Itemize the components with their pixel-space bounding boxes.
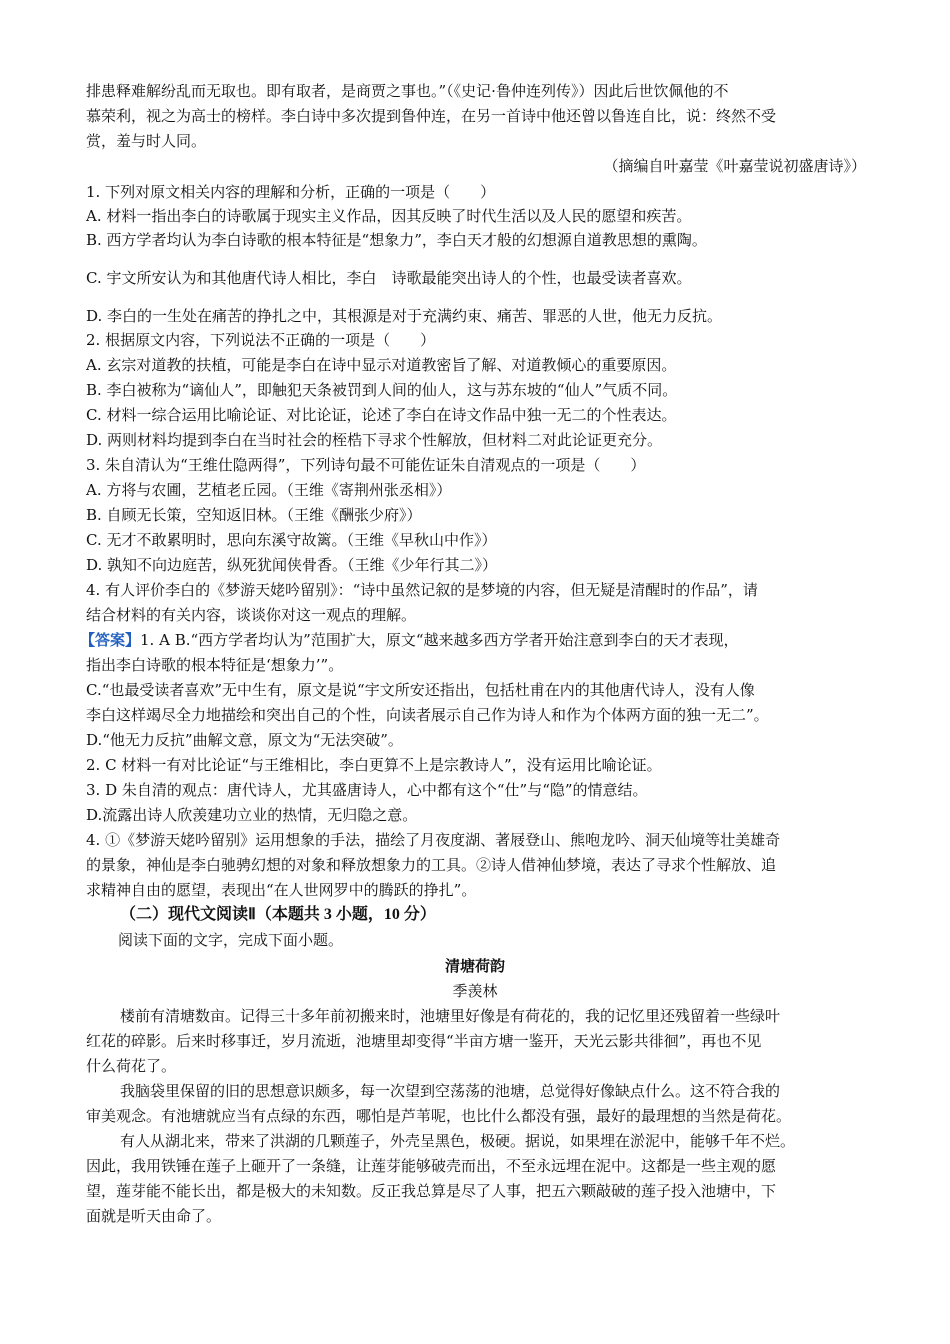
answer-line: 李白这样竭尽全力地描绘和突出自己的个性，向读者展示自己作为诗人和作为个体两方面的独一无二”。 — [86, 706, 769, 724]
question-1-option-a: A. 材料一指出李白的诗歌属于现实主义作品，因其反映了时代生活以及人民的愿望和疾苦。 — [86, 207, 692, 225]
passage-line: 赏，羞与时人同。 — [86, 132, 207, 150]
answer-line: 求精神自由的愿望，表现出“在人世网罗中的腾跃的挣扎”。 — [86, 881, 477, 899]
article-title: 清塘荷韵 — [444, 957, 505, 975]
question-3-option-c: C. 无才不敢累明时，思向东溪守故篱。（王维《早秋山中作》） — [86, 531, 497, 549]
article-line: 面就是听天由命了。 — [86, 1207, 222, 1225]
article-line: 我脑袋里保留的旧的思想意识颇多，每一次望到空荡荡的池塘，总觉得好像缺点什么。这不符合我的 — [120, 1082, 781, 1100]
question-4-line: 4. 有人评价李白的《梦游天姥吟留别》：“诗中虽然记叙的是梦境的内容，但无疑是清醒时的作品”，请 — [86, 581, 758, 599]
question-3-option-a: A. 方将与农圃，艺植老丘园。（王维《寄荆州张丞相》） — [86, 481, 452, 499]
question-3-option-d: D. 孰知不向边庭苦，纵死犹闻侠骨香。（王维《少年行其二》） — [86, 556, 498, 574]
question-2-stem: 2. 根据原文内容，下列说法不正确的一项是（ ） — [86, 331, 436, 349]
article-line: 有人从湖北来，带来了洪湖的几颗莲子，外壳呈黑色，极硬。据说，如果埋在淤泥中，能够千年不烂。 — [120, 1132, 796, 1150]
answer-line: C.“也最受读者喜欢”无中生有，原文是说“宇文所安还指出，包括杜甫在内的其他唐代诗人，没有人像 — [86, 681, 755, 699]
question-4-line: 结合材料的有关内容，谈谈你对这一观点的理解。 — [86, 606, 417, 624]
question-3-stem: 3. 朱自清认为“王维仕隐两得”，下列诗句最不可能佐证朱自清观点的一项是（ ） — [86, 456, 646, 474]
question-3-option-b: B. 自顾无长策，空知返旧林。（王维《酬张少府》） — [86, 506, 422, 524]
article-line: 审美观念。有池塘就应当有点绿的东西，哪怕是芦苇呢，也比什么都没有强，最好的最理想的当然是荷花。 — [86, 1107, 792, 1125]
answer-text: 1. A B.“西方学者均认为”范围扩大，原文“越来越多西方学者开始注意到李白的天才表现， — [140, 631, 739, 649]
article-line: 什么荷花了。 — [86, 1057, 177, 1075]
question-2-option-b: B. 李白被称为“谪仙人”，即触犯天条被罚到人间的仙人，这与苏东坡的“仙人”气质不同。 — [86, 381, 678, 399]
question-1-stem: 1. 下列对原文相关内容的理解和分析，正确的一项是（ ） — [86, 183, 496, 201]
passage-line: 排患释难解纷乱而无取也。即有取者，是商贾之事也。”（《史记·鲁仲连列传》）因此后世饮佩他的不 — [86, 82, 729, 100]
answer-line: D.流露出诗人欣羡建功立业的热情，无归隐之意。 — [86, 806, 418, 824]
question-1-option-d: D. 李白的一生处在痛苦的挣扎之中，其根源是对于充满约束、痛苦、罪恶的人世，他无力反抗。 — [86, 307, 723, 325]
answer-line: 2. C 材料一有对比论证“与王维相比，李白更算不上是宗教诗人”，没有运用比喻论证。 — [86, 756, 662, 774]
section-instruction: 阅读下面的文字，完成下面小题。 — [118, 931, 344, 949]
answer-line: 4. ①《梦游天姥吟留别》运用想象的手法，描绘了月夜度湖、著屐登山、熊咆龙吟、洞天仙境等壮美雄奇 — [86, 831, 781, 849]
question-2-option-c: C. 材料一综合运用比喻论证、对比论证，论述了李白在诗文作品中独一无二的个性表达。 — [86, 406, 677, 424]
article-line: 望，莲芽能不能长出，都是极大的未知数。反正我总算是尽了人事，把五六颗敲破的莲子投入池塘中，下 — [86, 1182, 777, 1200]
answer-line: D.“他无力反抗”曲解文意，原文为“无法突破”。 — [86, 731, 403, 749]
answer-tag: 【答案】 — [80, 631, 141, 649]
question-2-option-a: A. 玄宗对道教的扶植，可能是李白在诗中显示对道教密旨了解、对道教倾心的重要原因。 — [86, 356, 677, 374]
answer-line — [80, 629, 739, 651]
section-heading: （二）现代文阅读Ⅱ（本题共 3 小题，10 分） — [120, 906, 436, 923]
answer-line: 的景象，神仙是李白驰骋幻想的对象和释放想象力的工具。②诗人借神仙梦境，表达了寻求个性解放、追 — [86, 856, 777, 874]
answer-line: 3. D 朱自清的观点：唐代诗人，尤其盛唐诗人，心中都有这个“仕”与“隐”的情意结。 — [86, 781, 648, 799]
article-author: 季羡林 — [452, 982, 498, 1000]
source-note: （摘编自叶嘉莹《叶嘉莹说初盛唐诗》） — [603, 157, 866, 175]
question-1-option-c: C. 宇文所安认为和其他唐代诗人相比，李白 诗歌最能突出诗人的个性，也最受读者喜欢。 — [86, 269, 692, 287]
question-2-option-d: D. 两则材料均提到李白在当时社会的桎梏下寻求个性解放，但材料二对此论证更充分。 — [86, 431, 663, 449]
article-line: 因此，我用铁锤在莲子上砸开了一条缝，让莲芽能够破壳而出，不至永远埋在泥中。这都是一些主观的愿 — [86, 1157, 777, 1175]
answer-line: 指出李白诗歌的根本特征是‘想象力’”。 — [86, 656, 344, 674]
article-line: 红花的碎影。后来时移事迁，岁月流逝，池塘里却变得“半亩方塘一鉴开，天光云影共徘徊”，再也不见 — [86, 1032, 762, 1050]
article-line: 楼前有清塘数亩。记得三十多年前初搬来时，池塘里好像是有荷花的，我的记忆里还残留着一些绿叶 — [120, 1007, 781, 1025]
passage-line: 慕荣利，视之为高士的榜样。李白诗中多次提到鲁仲连，在另一首诗中他还曾以鲁连自比，说：终然不受 — [86, 107, 777, 125]
question-1-option-b: B. 西方学者均认为李白诗歌的根本特征是“想象力”，李白天才般的幻想源自道教思想的熏陶。 — [86, 231, 707, 249]
